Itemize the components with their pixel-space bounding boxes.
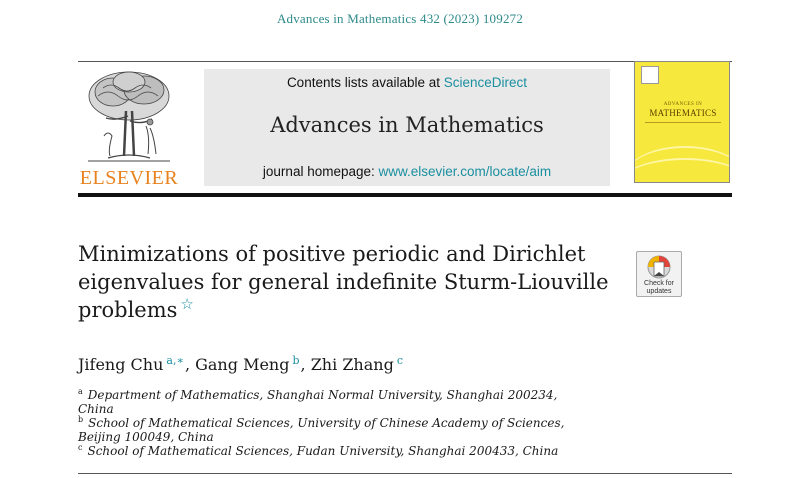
affiliation-text: Department of Mathematics, Shanghai Normal University, Shanghai 200234, — [87, 388, 558, 402]
affiliation-item — [78, 388, 638, 416]
author-affiliation-mark[interactable]: c — [396, 353, 403, 367]
affiliation-text: School of Mathematical Sciences, University of Chinese Academy of Sciences, — [88, 416, 565, 430]
affiliation-item — [78, 416, 638, 444]
author-separator: , — [184, 355, 196, 374]
author-separator: , — [300, 355, 311, 374]
journal-homepage-link[interactable]: www.elsevier.com/locate/aim — [378, 164, 552, 179]
paper-title-line: eigenvalues for general indefinite Sturm-Liouville — [78, 270, 609, 294]
cover-subtitle: ADVANCES IN — [663, 102, 703, 107]
crossmark-icon — [637, 253, 681, 281]
author-list — [78, 355, 404, 374]
affiliation-text-continued: Beijing 100049, China — [78, 430, 214, 444]
cover-wave — [634, 158, 730, 183]
elsevier-tree-icon — [78, 66, 180, 166]
masthead-bottom-rule — [78, 193, 732, 197]
publisher-name: ELSEVIER — [79, 167, 179, 189]
homepage-line — [204, 164, 610, 179]
masthead-panel — [204, 69, 610, 186]
cover-title: MATHEMATICS — [649, 108, 717, 118]
affiliation-text-continued: China — [78, 402, 114, 416]
author-name[interactable]: Zhi Zhang — [310, 355, 394, 374]
paper-title-line: Minimizations of positive periodic and Dirichlet — [78, 242, 586, 266]
contents-prefix: Contents lists available at — [286, 75, 444, 90]
author-name[interactable]: Jifeng Chu — [78, 355, 164, 374]
affiliation-item — [78, 444, 638, 458]
star-icon[interactable]: ☆ — [180, 295, 194, 313]
sciencedirect-link[interactable]: ScienceDirect — [443, 75, 528, 90]
check-for-updates-label: Check for updates — [644, 280, 674, 295]
paper-title-line-text: problems — [78, 298, 178, 322]
cover-rule — [645, 122, 721, 123]
author-affiliation-mark[interactable]: a,∗ — [166, 353, 184, 367]
contents-line — [204, 75, 610, 90]
affiliation-label: a — [78, 387, 83, 396]
journal-reference[interactable]: Advances in Mathematics 432 (2023) 109272 — [276, 11, 524, 26]
cover-publisher-logo-icon — [641, 66, 659, 84]
publisher-logo[interactable] — [78, 66, 180, 190]
affiliation-label: c — [78, 443, 83, 452]
bottom-rule — [78, 473, 732, 474]
paper-title-line — [78, 296, 618, 324]
affiliation-text: School of Mathematical Sciences, Fudan University, Shanghai 200433, China — [87, 444, 559, 458]
author-name[interactable]: Gang Meng — [195, 355, 290, 374]
affiliation-label: b — [78, 415, 84, 424]
affiliation-list — [78, 388, 638, 458]
paper-title — [78, 240, 618, 324]
author-affiliation-mark[interactable]: b — [292, 353, 300, 367]
journal-cover[interactable] — [634, 61, 730, 183]
journal-title: Advances in Mathematics — [270, 113, 544, 137]
homepage-prefix: journal homepage: — [262, 164, 379, 179]
check-for-updates-badge[interactable] — [636, 251, 682, 297]
